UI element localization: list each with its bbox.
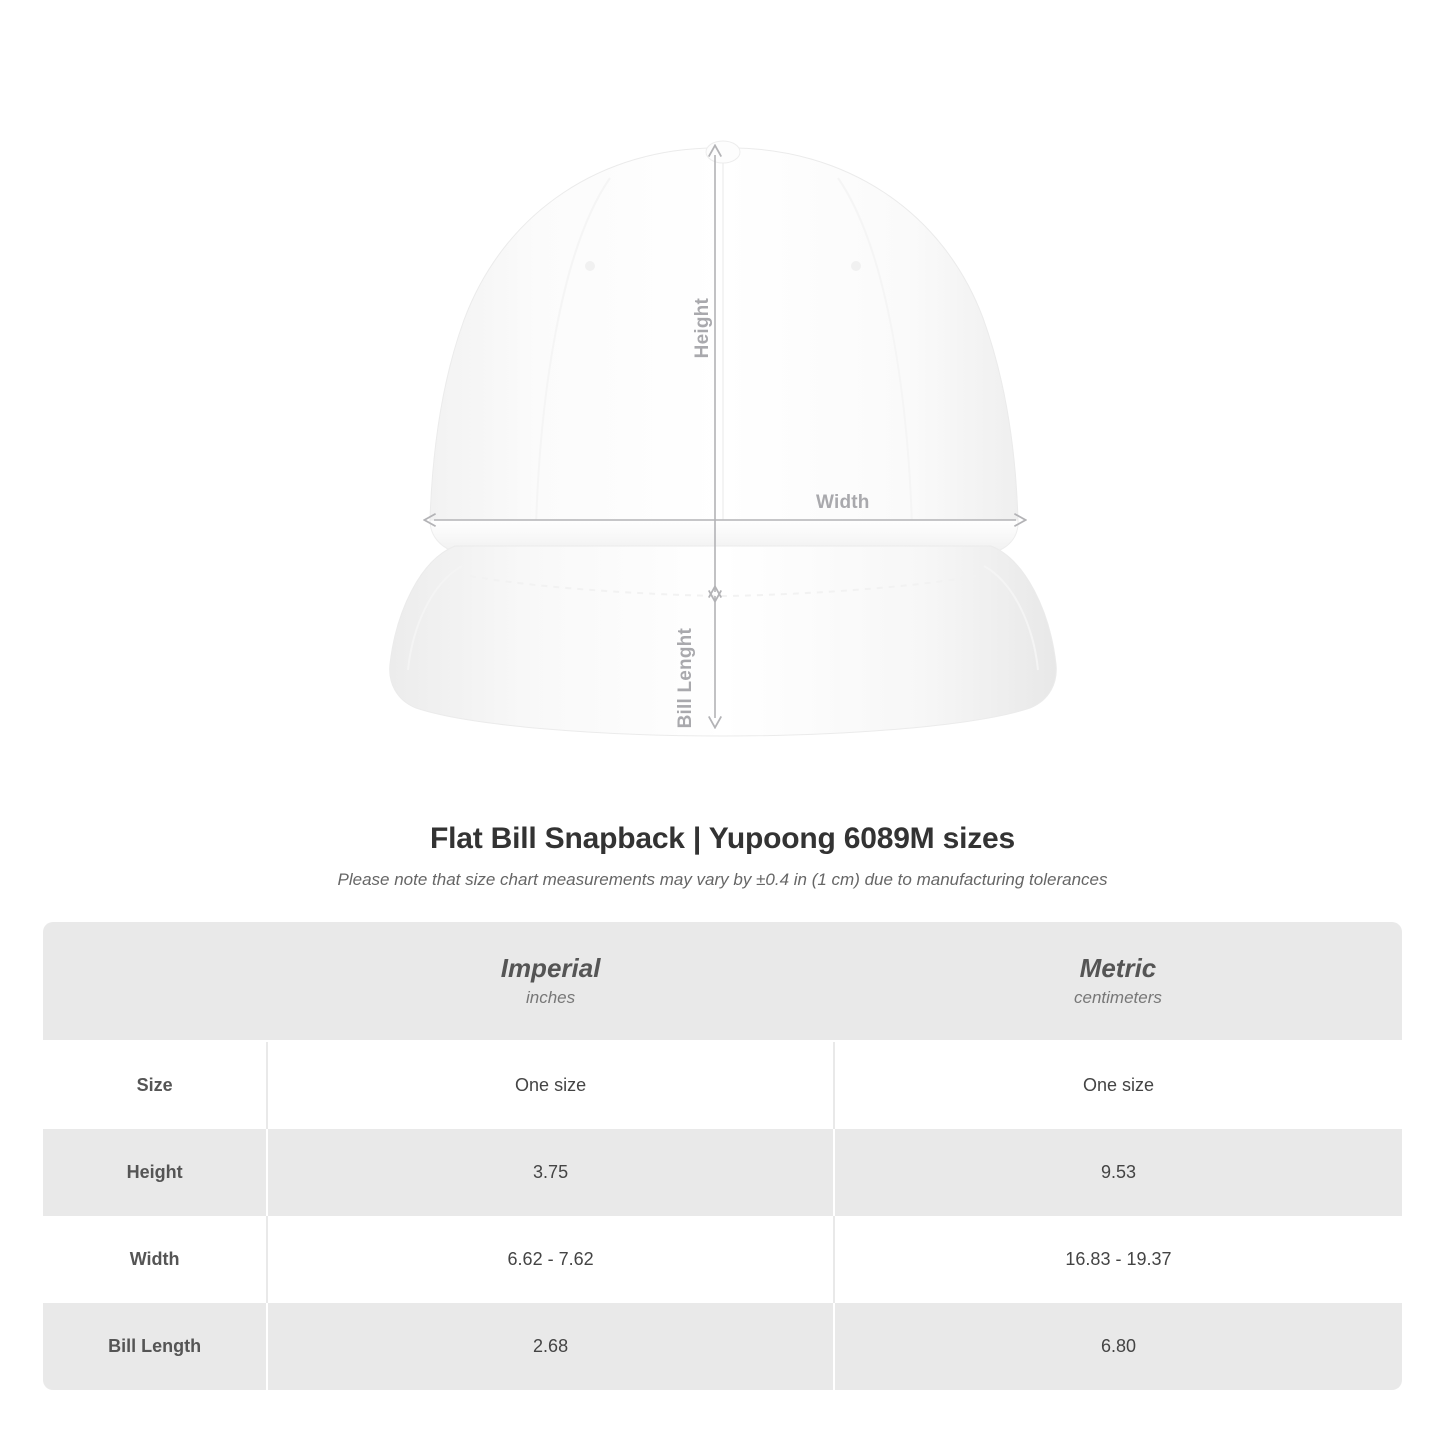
row-label-bill-length: Bill Length bbox=[43, 1303, 267, 1390]
cell-width-imperial: 6.62 - 7.62 bbox=[267, 1216, 834, 1303]
row-label-size: Size bbox=[43, 1041, 267, 1129]
header-imperial-name: Imperial bbox=[500, 952, 601, 983]
size-table bbox=[43, 922, 1402, 1390]
page-title: Flat Bill Snapback | Yupoong 6089M sizes bbox=[429, 822, 1015, 855]
header-imperial bbox=[267, 922, 834, 1041]
cell-bill-length-imperial: 2.68 bbox=[267, 1303, 834, 1390]
cell-size-imperial: One size bbox=[267, 1041, 834, 1129]
bill-length-label-line2: Lenght bbox=[675, 628, 696, 693]
header-metric bbox=[834, 922, 1402, 1041]
cell-bill-length-metric: 6.80 bbox=[834, 1303, 1402, 1390]
header-empty-cell bbox=[43, 922, 267, 1041]
title-block bbox=[0, 822, 1445, 890]
tolerance-note: Please note that size chart measurements may vary by ±0.4 in (1 cm) due to manufacturing tolerances bbox=[337, 870, 1108, 889]
table-row bbox=[43, 1216, 1402, 1303]
cell-height-metric: 9.53 bbox=[834, 1129, 1402, 1216]
header-metric-name: Metric bbox=[1079, 952, 1157, 983]
width-label: Width bbox=[816, 492, 870, 513]
header-metric-unit: centimeters bbox=[1074, 988, 1162, 1008]
header-imperial-unit: inches bbox=[526, 988, 576, 1008]
row-label-height: Height bbox=[43, 1129, 267, 1216]
cap-crown bbox=[430, 141, 1018, 528]
height-label: Height bbox=[692, 298, 713, 359]
cell-width-metric: 16.83 - 19.37 bbox=[834, 1216, 1402, 1303]
row-label-width: Width bbox=[43, 1216, 267, 1303]
cell-height-imperial: 3.75 bbox=[267, 1129, 834, 1216]
table-row bbox=[43, 1303, 1402, 1390]
table-header-row bbox=[43, 922, 1402, 1041]
bill-length-label bbox=[676, 628, 695, 728]
cell-size-metric: One size bbox=[834, 1041, 1402, 1129]
bill-length-label-line1: Bill bbox=[675, 698, 696, 729]
table-row bbox=[43, 1129, 1402, 1216]
cap-bill bbox=[390, 546, 1057, 736]
size-table-wrapper bbox=[43, 922, 1402, 1390]
table-row bbox=[43, 1041, 1402, 1129]
